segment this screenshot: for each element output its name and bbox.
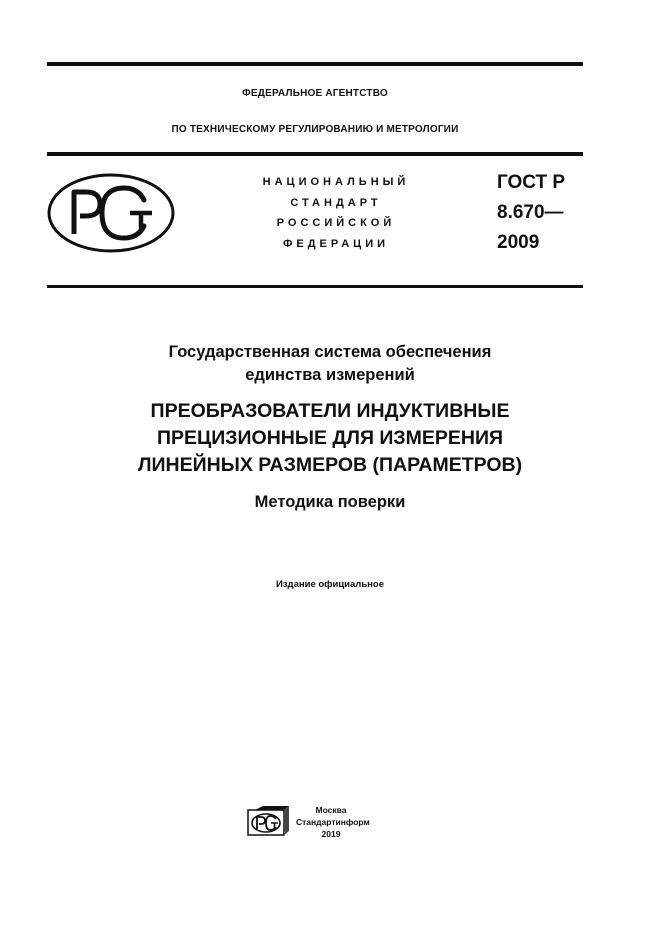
- document-title-line-2: ПРЕЦИЗИОННЫЕ ДЛЯ ИЗМЕРЕНИЯ: [157, 427, 503, 449]
- standard-type-line-2: СТАНДАРТ: [290, 196, 382, 209]
- designation-line-2: 8.670—: [497, 202, 564, 223]
- system-title: [47, 341, 613, 387]
- rst-certification-mark-icon: [46, 172, 176, 254]
- standard-designation: [497, 168, 565, 258]
- designation-line-1: ГОСТ Р: [497, 172, 566, 193]
- standard-type-line-3: РОССИЙСКОЙ: [276, 217, 396, 229]
- standard-type-line-1: НАЦИОНАЛЬНЫЙ: [262, 176, 410, 188]
- agency-line-1: ФЕДЕРАЛЬНОЕ АГЕНТСТВО: [242, 88, 388, 99]
- publisher-city: Москва: [315, 805, 347, 815]
- document-title-line-1: ПРЕОБРАЗОВАТЕЛИ ИНДУКТИВНЫЕ: [150, 400, 510, 422]
- document-subtitle: Методика поверки: [254, 493, 406, 511]
- designation-line-3: 2009: [497, 232, 540, 253]
- document-title-line-3: ЛИНЕЙНЫХ РАЗМЕРОВ (ПАРАМЕТРОВ): [137, 454, 523, 476]
- document-title: [47, 398, 613, 479]
- system-title-line-2: единства измерений: [245, 366, 415, 384]
- standartinform-logo-icon: [247, 806, 289, 836]
- agency-line-2: ПО ТЕХНИЧЕСКОМУ РЕГУЛИРОВАНИЮ И МЕТРОЛОГИИ: [171, 124, 459, 135]
- standard-type-line-4: ФЕДЕРАЦИИ: [282, 237, 390, 250]
- header-bottom-rule: [47, 285, 583, 288]
- publisher-year: 2019: [321, 829, 341, 839]
- top-rule: [47, 62, 583, 66]
- system-title-line-1: Государственная система обеспечения: [168, 343, 492, 361]
- publisher-name: Стандартинформ: [296, 817, 370, 827]
- header-rule: [47, 152, 583, 156]
- standard-type: [236, 172, 436, 254]
- publisher-imprint: [296, 804, 370, 840]
- edition-note: Издание официальное: [276, 579, 384, 590]
